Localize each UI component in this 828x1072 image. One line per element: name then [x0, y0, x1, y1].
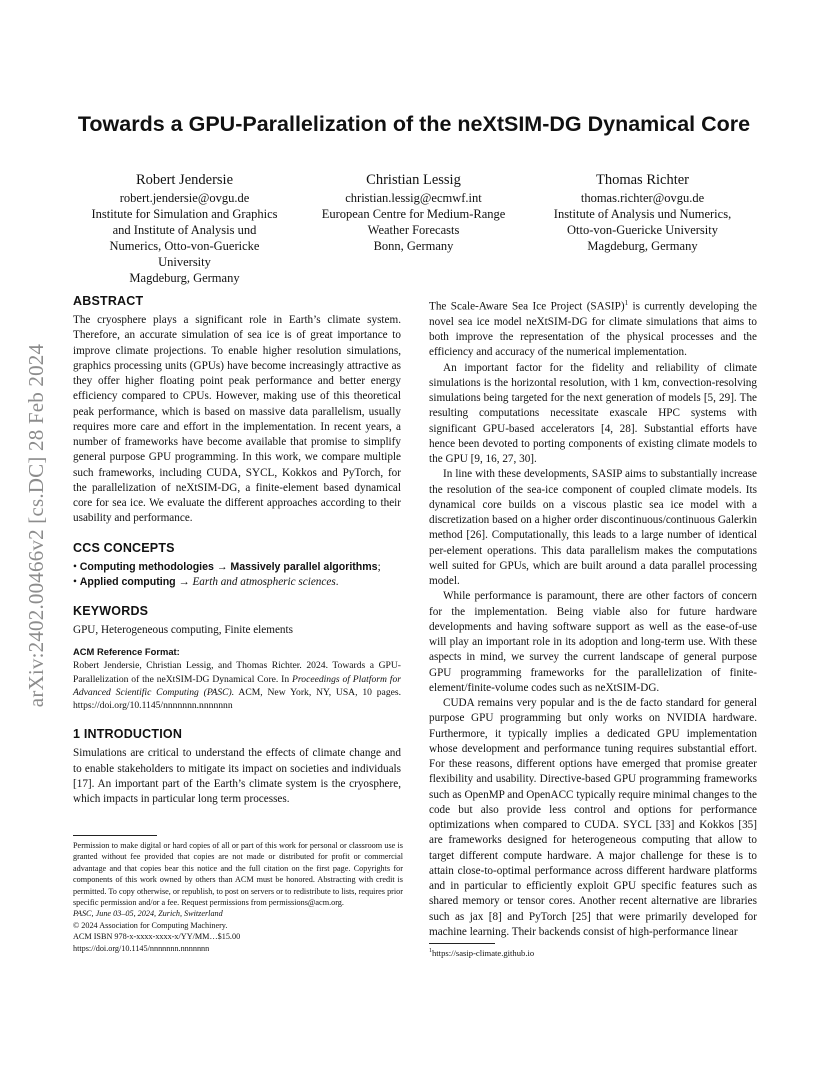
author-location: Bonn, Germany: [373, 239, 454, 254]
body-paragraph: In line with these developments, SASIP aims to substantially increase the resolution of the sea-ice component of coupled climate models. Its dynamical core builds on a viscous plastic sea ice model with a discretization based on a higher order discontinuous/continuous Galerkin method [26]. Computationally, this leads to a large number of identical per-element operations. This data parallelism makes the computations well suited for GPUs, which are built around a data parallel processing model.: [429, 468, 757, 588]
author-3: [528, 171, 757, 287]
author-affiliation-line: Otto-von-Guericke University: [566, 223, 718, 238]
copyright-line: © 2024 Association for Computing Machinery.: [73, 920, 228, 930]
author-location: Magdeburg, Germany: [587, 239, 698, 254]
author-affiliation-line: European Centre for Medium-Range: [321, 207, 506, 222]
ccs-concept-2: • Applied computing → Earth and atmospheric sciences.: [73, 575, 339, 588]
keywords-heading: KEYWORDS: [73, 604, 149, 618]
doi-line: https://doi.org/10.1145/nnnnnnn.nnnnnnn: [73, 943, 210, 953]
ccs-concept-1-bold: Computing methodologies → Massively parallel algorithms: [79, 560, 378, 573]
author-affiliation-line: Institute of Analysis und Numerics,: [553, 207, 732, 222]
ccs-concept-2-italic: Earth and atmospheric sciences: [192, 575, 336, 588]
left-column: [73, 294, 401, 807]
abstract-text: The cryosphere plays a significant role in Earth’s climate system. Therefore, an accurate simulation of sea ice is of great importance to improve climate projections. To enable higher resolution simulations, graphics processing units (GPUs) have become increasingly attractive as they offer higher floating point peak performance and better energy efficiency compared to CPUs. However, making use of this theoretical peak performance, which is based on massive data parallelism, usually requires more care and effort in the implementation. In recent years, a number of frameworks have become available that promise to simplify general purpose GPU programming. In this work, we compare multiple such frameworks, including CUDA, SYCL, Kokkos and PyTorch, for the parallelization of neXtSIM-DG, a finite-element based dynamical core for sea ice. We evaluate the different approaches according to their usability and performance.: [73, 314, 401, 525]
author-email: thomas.richter@ovgu.de: [580, 191, 705, 205]
author-affiliation-line: Institute for Simulation and Graphics: [91, 207, 278, 222]
body-paragraph: An important factor for the fidelity and reliability of climate simulations is the horizontal resolution, with 1 km, convection-resolving simulations being targeted for the next generation of models [5, 29]. The resulting computations necessitate exascale HPC systems with significant GPU-based accelerators [4, 28]. Substantial efforts have hence been devoted to porting components of existing climate models to the GPU [9, 16, 27, 30].: [429, 361, 757, 466]
permission-notice: [73, 840, 403, 954]
acm-reference-heading: ACM Reference Format:: [73, 646, 180, 658]
body-paragraph: The Scale-Aware Sea Ice Project (SASIP)$^1$ is currently developing the novel sea ice model neXtSIM-DG for climate simulations that aims to both improve the representation of the physical processes and the efficiency and accuracy of the numerical implementation.: [429, 299, 757, 359]
author-affiliation-line: University: [158, 255, 211, 270]
author-block: [70, 171, 758, 287]
arxiv-id-text: arXiv:2402.00466v2 [cs.DC] 28 Feb 2024: [24, 343, 49, 707]
footnote-rule: [73, 835, 157, 836]
paper-title: Towards a GPU-Parallelization of the neXtSIM-DG Dynamical Core: [77, 112, 751, 136]
abstract-heading: ABSTRACT: [73, 294, 144, 308]
ccs-concept-2-bold: Applied computing: [79, 575, 176, 588]
author-name: Robert Jendersie: [135, 172, 234, 188]
introduction-text: Simulations are critical to understand the effects of climate change and to enable stakeholders to mitigate its impact on societies and individuals [17]. An important part of the Earth’s climate system is the cryosphere, which impacts in particular long term processes.: [73, 747, 401, 806]
body-paragraph: CUDA remains very popular and is the de facto standard for general purpose GPU programming but only works on NVIDIA hardware. Furthermore, it typically implies a dedicated GPU implementation whose development and performance tuning requires substantial effort. For these reasons, different options have emerged that promise greater flexibility and usability. Directive-based GPU programming frameworks such as OpenMP and OpenACC typically require minimal changes to the code but also provide less control and options for performance optimizations when compared to CUDA. SYCL [33] and Kokkos [35] are frameworks designed for heterogeneous computing that allow to target different compute hardware. A major challenge for these is to attain close-to-optimal performance across different hardware platforms and in particular to efficiently exploit GPU specific features such as shared memory or tensor cores. Another recent alternative are libraries such as jax [8] and PyTorch [25] that were primarily developed for machine learning. Their backends consist of high-performance linear: [429, 697, 757, 938]
author-affiliation-line: Weather Forecasts: [367, 223, 460, 238]
author-affiliation-line: and Institute of Analysis und: [112, 223, 257, 238]
right-column: [429, 296, 757, 940]
keywords-text: GPU, Heterogeneous computing, Finite elements: [73, 624, 293, 636]
body-paragraph: While performance is paramount, there are other factors of concern for the implementation. Being viable also for future hardware developments and having software support as well as the ease-of-use will play an important role in its adoption and long-term use. With these aspects in mind, we survey the current landscape of general purpose GPU programming frameworks for the parallelization of finite-element/finite-volume codes such as neXtSIM-DG.: [429, 590, 757, 694]
author-affiliation-line: Numerics, Otto-von-Guericke: [109, 239, 260, 254]
author-name: Thomas Richter: [595, 172, 690, 188]
author-1: [70, 171, 299, 287]
ccs-concept-1: • Computing methodologies → Massively parallel algorithms;: [73, 560, 381, 573]
author-email: christian.lessig@ecmwf.int: [345, 191, 482, 205]
author-name: Christian Lessig: [366, 172, 461, 188]
footnote: $^1$https://sasip-climate.github.io: [429, 948, 535, 958]
footnote-rule: [429, 943, 495, 944]
author-email: robert.jendersie@ovgu.de: [119, 191, 250, 205]
author-location: Magdeburg, Germany: [129, 271, 240, 286]
conference-venue: PASC, June 03–05, 2024, Zurich, Switzerland: [73, 909, 223, 919]
permission-text: Permission to make digital or hard copies of all or part of this work for personal or classroom use is granted without fee provided that copies are not made or distributed for profit or commercial advantage and that copies bear this notice and the full citation on the first page. Copyrights for components of this work owned by others than ACM must be honored. Abstracting with credit is permitted. To copy otherwise, or republish, to post on servers or to redistribute to lists, requires prior specific permission and/or a fee. Request permissions from permissions@acm.org.: [73, 841, 403, 908]
ccs-heading: CCS CONCEPTS: [73, 540, 175, 555]
author-2: [299, 171, 528, 287]
footnote-marker: 1: [624, 299, 629, 307]
acm-reference-text: Robert Jendersie, Christian Lessig, and Thomas Richter. 2024. Towards a GPU-Parallelization of the neXtSIM-DG Dynamical Core. In Proceedings of Platform for Advanced Scientific Computing (PASC). ACM, New York, NY, USA, 10 pages. https://doi.org/10.1145/nnnnnnn.nnnnnnn: [73, 660, 402, 712]
arxiv-identifier: [22, 290, 52, 760]
introduction-heading: 1 INTRODUCTION: [73, 727, 183, 742]
isbn-line: ACM ISBN 978-x-xxxx-xxxx-x/YY/MM…$15.00: [73, 932, 241, 942]
footnote-url: https://sasip-climate.github.io: [432, 948, 535, 958]
